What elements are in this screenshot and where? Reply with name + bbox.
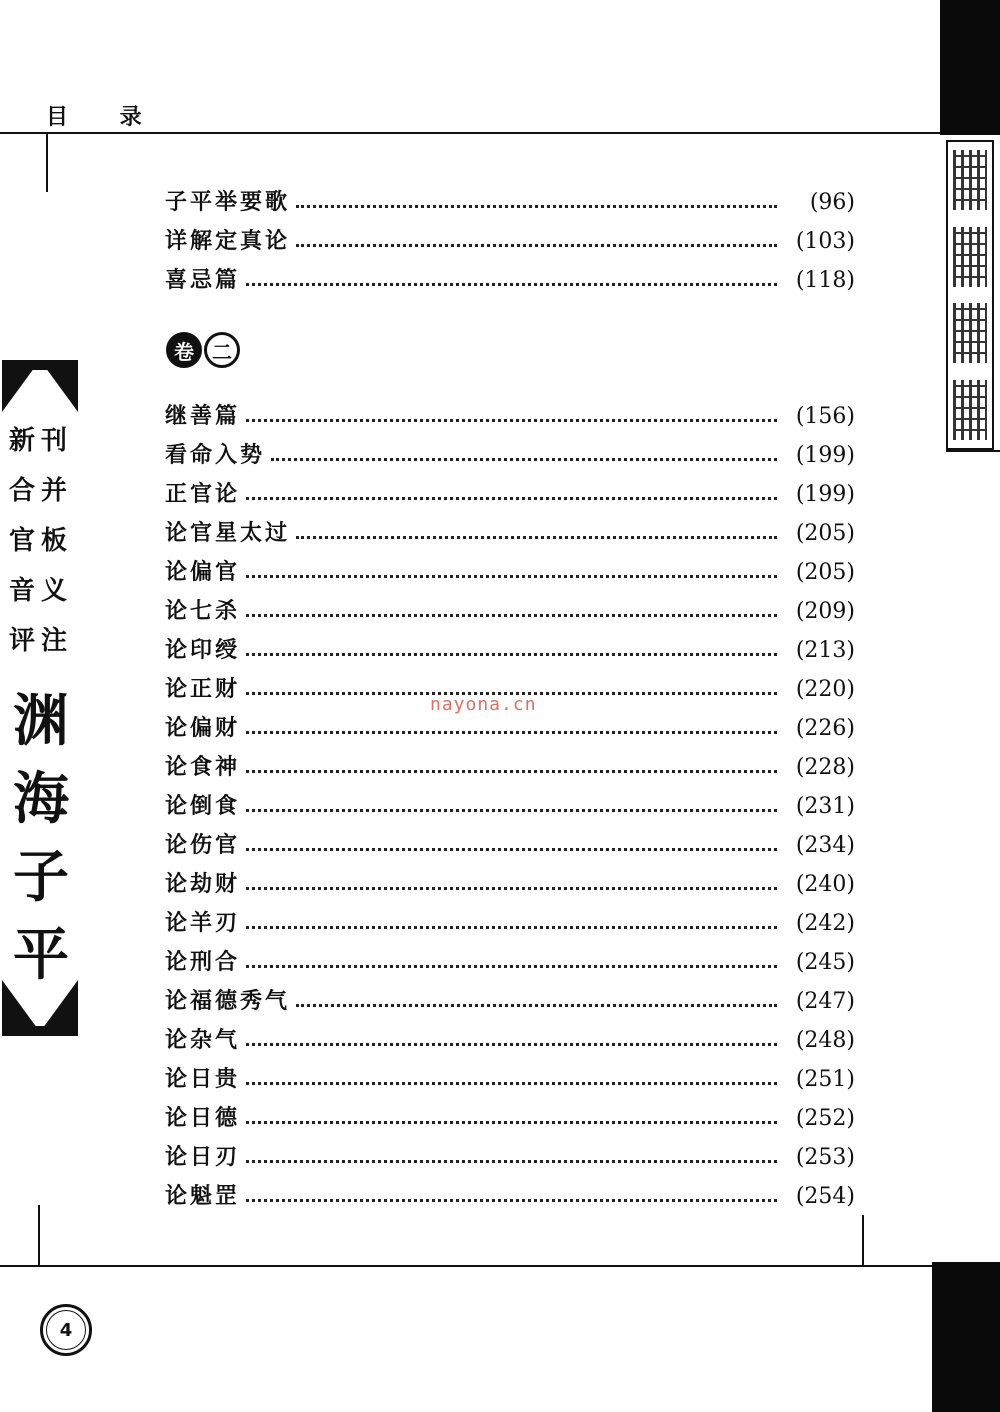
toc-entry-title: 继善篇 <box>165 403 241 429</box>
section-badge-volume: 卷 <box>166 332 202 368</box>
toc-entry[interactable] <box>165 1023 855 1057</box>
toc-leader-dots <box>246 965 777 968</box>
toc-entry-title: 子平举要歌 <box>165 189 291 215</box>
toc-leader-dots <box>246 809 777 812</box>
toc-entry-title: 正官论 <box>165 481 241 507</box>
toc-entry[interactable] <box>165 633 855 667</box>
section-heading <box>166 332 240 368</box>
right-edge-bar-top <box>940 0 1000 135</box>
seal-stamp <box>946 140 994 450</box>
toc-leader-dots <box>246 926 777 929</box>
toc-leader-dots <box>246 1082 777 1085</box>
toc-entry-title: 论印绶 <box>165 637 241 663</box>
toc-entry-title: 论魁罡 <box>165 1183 241 1209</box>
toc-entry-page: (242) <box>795 911 855 936</box>
seal-rule <box>946 450 1000 452</box>
footer-rule <box>0 1265 932 1267</box>
toc-entry[interactable] <box>165 984 855 1018</box>
toc-entry[interactable] <box>165 1179 855 1213</box>
toc-entry-page: (226) <box>795 716 855 741</box>
toc-entry-title: 论杂气 <box>165 1027 241 1053</box>
toc-entry-page: (213) <box>795 638 855 663</box>
toc-entry-title: 论七杀 <box>165 598 241 624</box>
toc-entry[interactable] <box>165 594 855 628</box>
sidebar-main-title-char: 子 <box>13 845 69 910</box>
margin-tick-bottom-right <box>862 1215 864 1265</box>
toc-entry-title: 论日贵 <box>165 1066 241 1092</box>
toc-leader-dots <box>296 536 777 539</box>
toc-entry-page: (240) <box>795 872 855 897</box>
toc-leader-dots <box>246 887 777 890</box>
sidebar-subtitle-line: 合并 <box>8 476 73 506</box>
toc-entry-page: (231) <box>795 794 855 819</box>
toc-entry[interactable] <box>165 945 855 979</box>
toc-entry-page: (253) <box>795 1145 855 1170</box>
toc-entry[interactable] <box>165 1140 855 1174</box>
toc-entry-title: 详解定真论 <box>165 228 291 254</box>
toc-entry-title: 论福德秀气 <box>165 988 291 1014</box>
toc-entry-title: 论伤官 <box>165 832 241 858</box>
toc-entry-page: (205) <box>795 560 855 585</box>
toc-entry[interactable] <box>165 867 855 901</box>
toc-entry[interactable] <box>165 263 855 297</box>
toc-entry-title: 喜忌篇 <box>165 267 241 293</box>
toc-entry-title: 论食神 <box>165 754 241 780</box>
toc-entry-page: (118) <box>795 268 855 293</box>
toc-entry-page: (199) <box>795 482 855 507</box>
section-badge-number: 二 <box>204 332 240 368</box>
toc-leader-dots <box>296 244 777 247</box>
toc-entry-title: 论正财 <box>165 676 241 702</box>
toc-entry[interactable] <box>165 477 855 511</box>
toc-entry-page: (247) <box>795 989 855 1014</box>
toc-entry[interactable] <box>165 789 855 823</box>
toc-entry[interactable] <box>165 1062 855 1096</box>
book-title-sidebar <box>0 360 82 1040</box>
toc-leader-dots <box>296 1004 777 1007</box>
sidebar-main-title-char: 海 <box>13 767 69 832</box>
toc-entry-title: 论偏财 <box>165 715 241 741</box>
watermark-text: nayona.cn <box>430 694 537 715</box>
toc-leader-dots <box>271 458 777 461</box>
toc-entry-page: (199) <box>795 443 855 468</box>
toc-entry[interactable] <box>165 750 855 784</box>
toc-entry-page: (234) <box>795 833 855 858</box>
toc-entry[interactable] <box>165 224 855 258</box>
toc-entry[interactable] <box>165 399 855 433</box>
right-edge-bar-bottom <box>932 1262 1000 1412</box>
sidebar-bottom-triangle <box>2 980 78 1032</box>
toc-leader-dots <box>246 575 777 578</box>
sidebar-subtitle-line: 官板 <box>8 526 73 556</box>
toc-leader-dots <box>296 205 777 208</box>
header-rule <box>0 132 940 134</box>
toc-leader-dots <box>246 1160 777 1163</box>
toc-entry-page: (252) <box>795 1106 855 1131</box>
toc-entry-title: 论日刃 <box>165 1144 241 1170</box>
toc-entry-page: (251) <box>795 1067 855 1092</box>
toc-entry-page: (220) <box>795 677 855 702</box>
toc-entry-title: 论偏官 <box>165 559 241 585</box>
toc-leader-dots <box>246 731 777 734</box>
sidebar-main-title-char: 渊 <box>13 689 69 754</box>
toc-leader-dots <box>246 1121 777 1124</box>
toc-leader-dots <box>246 283 777 286</box>
toc-entry-title: 论倒食 <box>165 793 241 819</box>
toc-entry-title: 看命入势 <box>165 442 266 468</box>
toc-entry[interactable] <box>165 906 855 940</box>
sidebar-subtitle-line: 音义 <box>8 576 73 606</box>
toc-entry[interactable] <box>165 555 855 589</box>
toc-leader-dots <box>246 653 777 656</box>
toc-leader-dots <box>246 1043 777 1046</box>
margin-tick-top <box>46 132 48 192</box>
sidebar-main-title-char: 平 <box>13 923 69 988</box>
page-number: 4 <box>40 1304 92 1356</box>
toc-entry[interactable] <box>165 828 855 862</box>
toc-entry-page: (156) <box>795 404 855 429</box>
toc-leader-dots <box>246 1199 777 1202</box>
toc-entry-page: (228) <box>795 755 855 780</box>
toc-entry-title: 论羊刃 <box>165 910 241 936</box>
sidebar-bottom-band <box>2 1026 78 1036</box>
toc-entry[interactable] <box>165 185 855 219</box>
toc-entry-page: (248) <box>795 1028 855 1053</box>
sidebar-top-triangle <box>2 360 78 412</box>
sidebar-subtitle-line: 评注 <box>8 626 73 656</box>
toc-entry-title: 论劫财 <box>165 871 241 897</box>
toc-entry-page: (254) <box>795 1184 855 1209</box>
toc-leader-dots <box>246 614 777 617</box>
toc-entry-title: 论官星太过 <box>165 520 291 546</box>
toc-leader-dots <box>246 848 777 851</box>
margin-tick-bottom-left <box>38 1205 40 1265</box>
toc-entry-page: (103) <box>795 229 855 254</box>
toc-entry-page: (96) <box>809 190 855 215</box>
toc-entry[interactable] <box>165 438 855 472</box>
toc-entry[interactable] <box>165 516 855 550</box>
toc-entry-page: (205) <box>795 521 855 546</box>
toc-leader-dots <box>246 419 777 422</box>
toc-entry-title: 论刑合 <box>165 949 241 975</box>
toc-leader-dots <box>246 497 777 500</box>
toc-entry[interactable] <box>165 711 855 745</box>
toc-entry[interactable] <box>165 1101 855 1135</box>
toc-leader-dots <box>246 770 777 773</box>
toc-entry-title: 论日德 <box>165 1105 241 1131</box>
sidebar-subtitle <box>2 424 80 658</box>
sidebar-main-title <box>2 689 80 988</box>
header-title: 目 录 <box>46 104 164 130</box>
sidebar-subtitle-line: 新刊 <box>8 426 73 456</box>
toc-entry-page: (245) <box>795 950 855 975</box>
toc-entry-page: (209) <box>795 599 855 624</box>
